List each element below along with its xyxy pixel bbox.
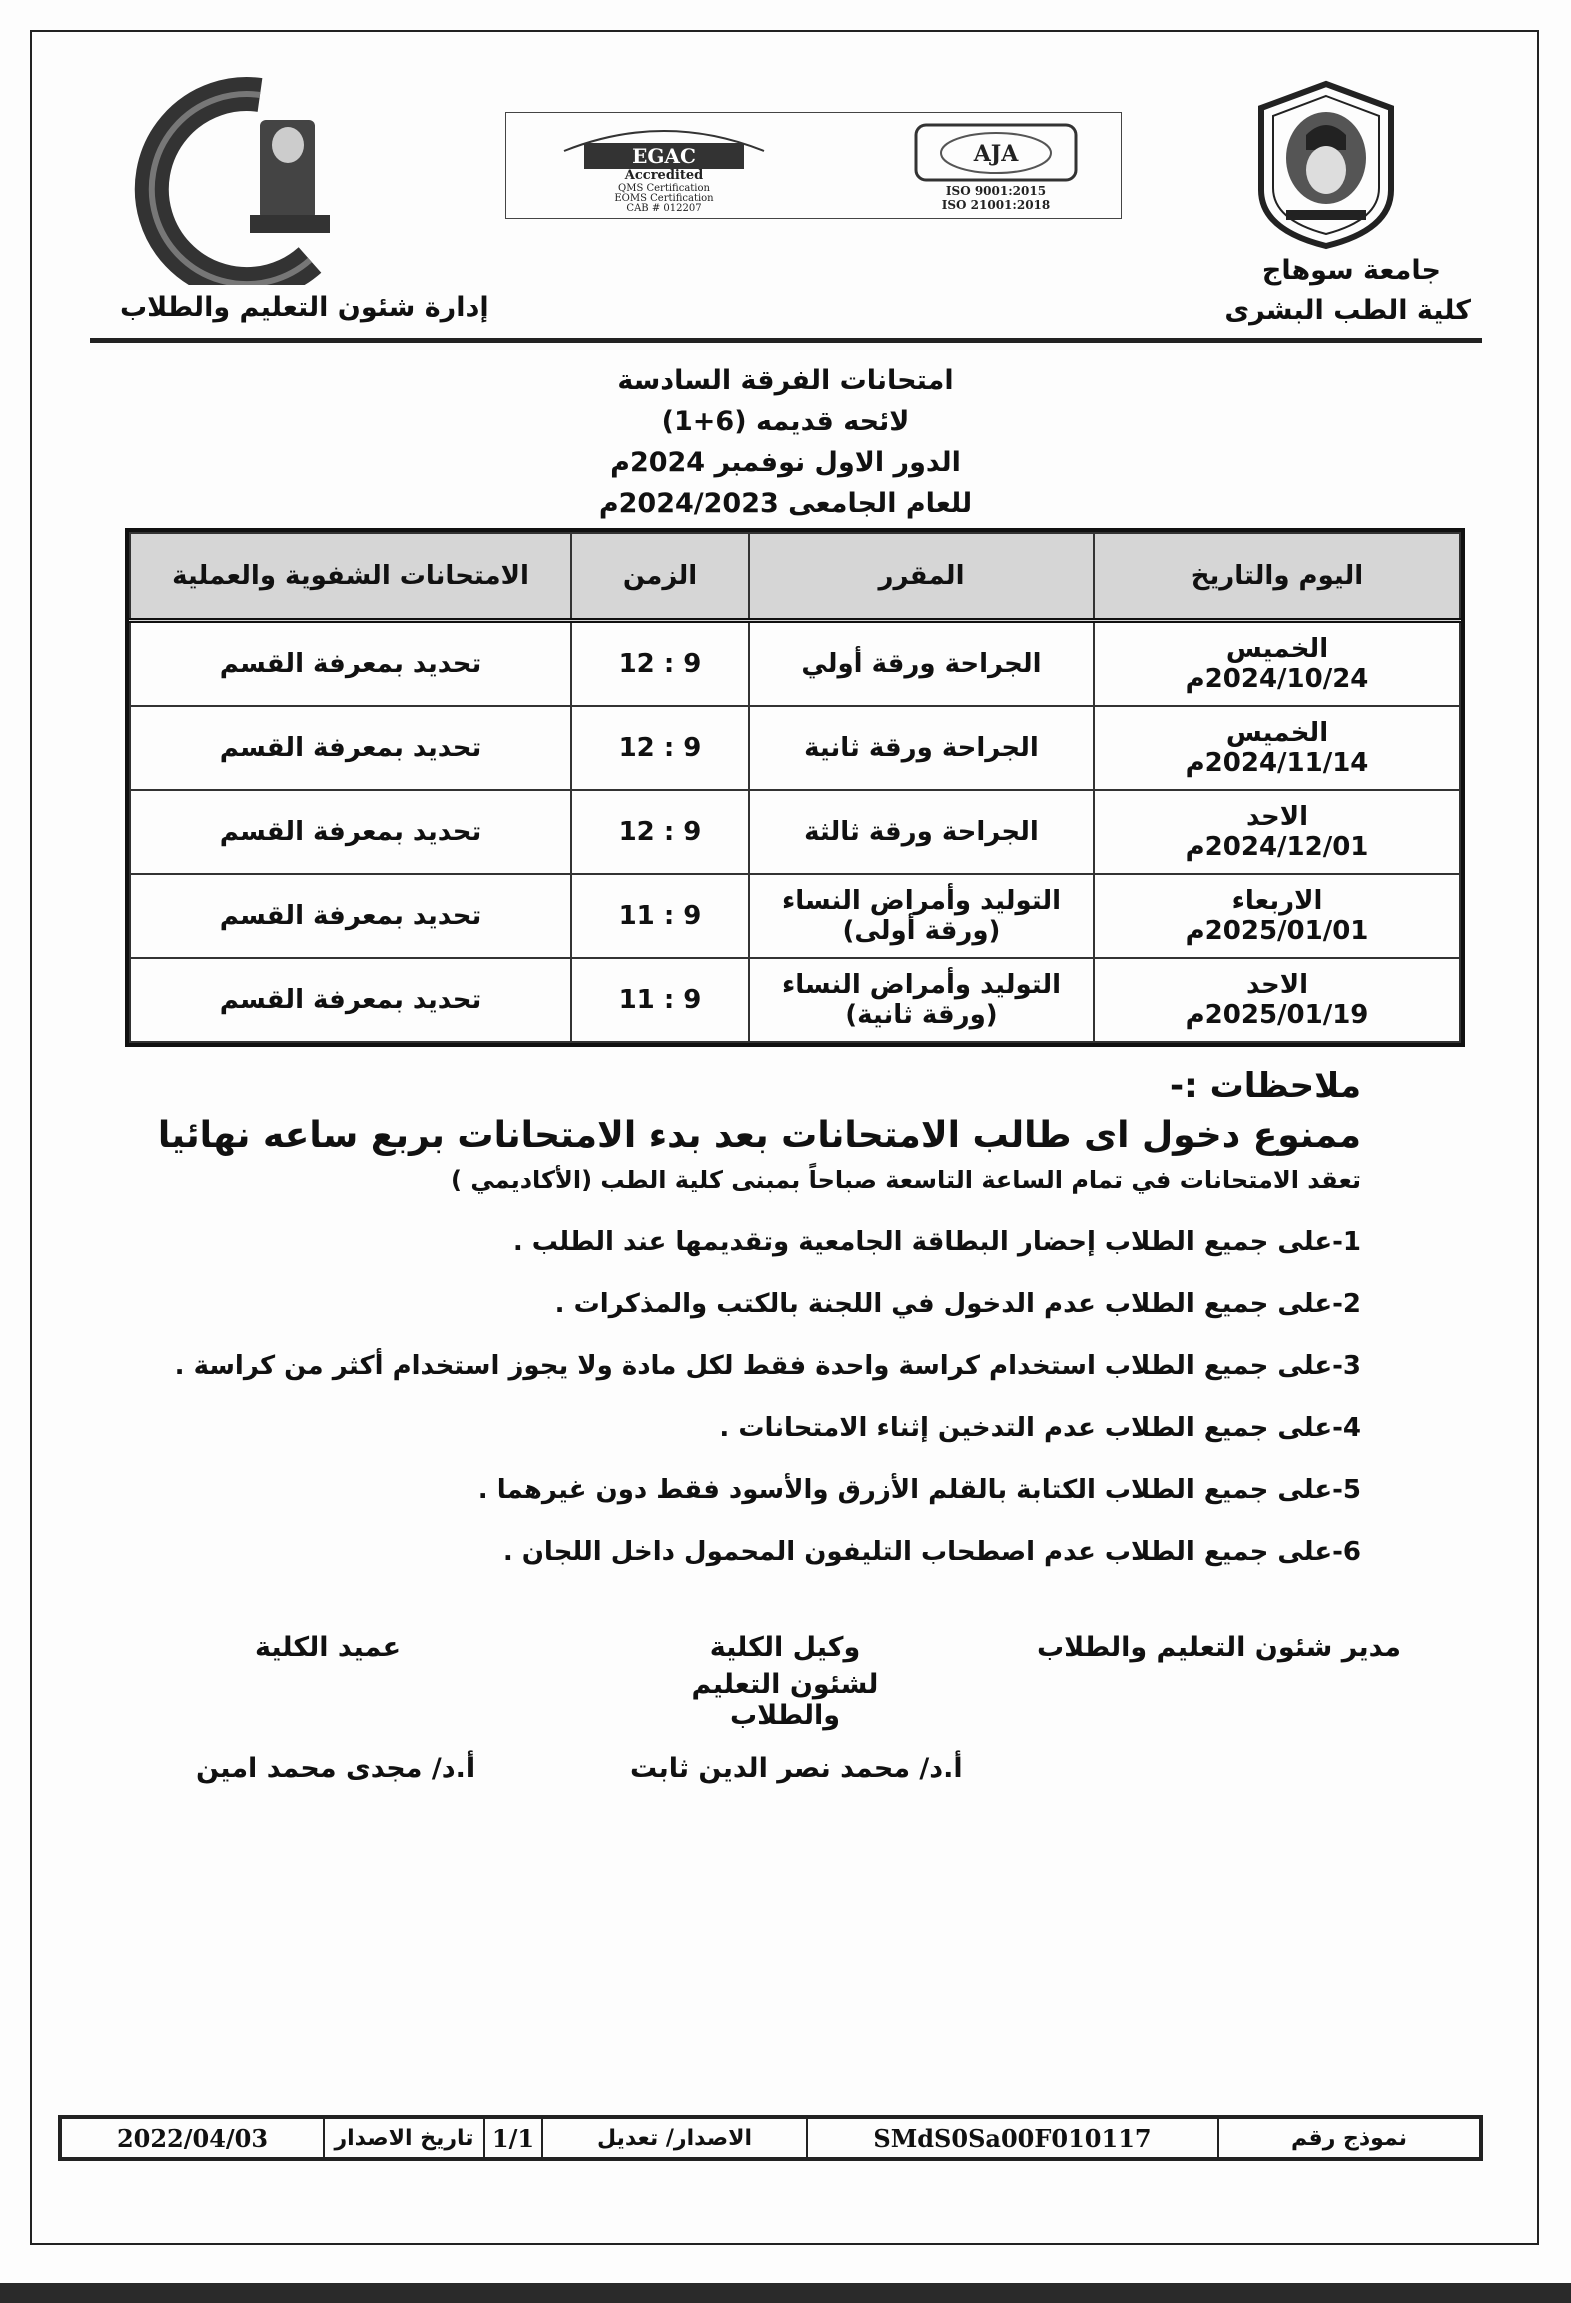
day: الاربعاء: [1231, 886, 1323, 916]
date: 2024/10/24م: [1185, 664, 1369, 694]
issue-date: 2022/04/03: [61, 2118, 324, 2158]
day-date-cell: [1094, 958, 1460, 1042]
time-cell: 9 : 11: [571, 874, 749, 958]
table-row: [130, 958, 1460, 1042]
edition-value: 1/1: [484, 2118, 542, 2158]
svg-text:AJA: AJA: [973, 141, 1019, 167]
table-row: [130, 874, 1460, 958]
time-cell: 9 : 12: [571, 706, 749, 790]
header-day-date: اليوم والتاريخ: [1094, 533, 1460, 621]
header-time: الزمن: [571, 533, 749, 621]
exam-titles: [0, 360, 1571, 524]
day: الاحد: [1245, 970, 1309, 1000]
list-item: 4-على جميع الطلاب عدم التدخين إثناء الامتحانات .: [719, 1413, 1361, 1443]
table-header-row: [130, 533, 1460, 621]
course-cell: الجراحة ورقة ثالثة: [749, 790, 1094, 874]
table-row: [130, 706, 1460, 790]
director-title: مدير شئون التعليم والطلاب: [1037, 1632, 1401, 1663]
svg-text:Accredited: Accredited: [624, 168, 704, 183]
vice-dean-block: [650, 1632, 920, 1731]
dean-name: أ.د/ مجدى محمد امين: [196, 1753, 476, 1784]
header-course: المقرر: [749, 533, 1094, 621]
table-row: [130, 790, 1460, 874]
oral-cell: تحديد بمعرفة القسم: [130, 790, 571, 874]
svg-text:ISO 9001:2015: ISO 9001:2015: [945, 184, 1047, 198]
day-date-cell: [1094, 790, 1460, 874]
title-line-3: الدور الاول نوفمبر 2024م: [610, 447, 961, 478]
svg-text:EGAC: EGAC: [632, 144, 696, 168]
late-entry-warning: ممنوع دخول اى طالب الامتحانات بعد بدء الامتحانات بربع ساعه نهائيا: [157, 1115, 1361, 1156]
course-cell: الجراحة ورقة أولي: [749, 621, 1094, 707]
oral-cell: تحديد بمعرفة القسم: [130, 706, 571, 790]
day-date-cell: [1094, 621, 1460, 707]
header-divider: [90, 338, 1482, 343]
time-cell: 9 : 11: [571, 958, 749, 1042]
time-cell: 9 : 12: [571, 621, 749, 707]
oral-cell: تحديد بمعرفة القسم: [130, 958, 571, 1042]
faculty-of-medicine-logo: [110, 75, 370, 285]
vice-dean-subtitle: لشئون التعليم والطلاب: [691, 1669, 879, 1731]
certifications-box: [505, 112, 1122, 219]
date: 2024/11/14م: [1185, 748, 1369, 778]
form-code: SMdS0Sa00F010117: [807, 2118, 1218, 2158]
scan-edge: [0, 2283, 1571, 2303]
form-label: نموذج رقم: [1218, 2118, 1480, 2158]
day: الخميس: [1225, 634, 1329, 664]
vice-dean-name: أ.د/ محمد نصر الدين ثابت: [630, 1753, 963, 1784]
day-date-cell: [1094, 706, 1460, 790]
vice-dean-title: وكيل الكلية: [709, 1632, 861, 1663]
time-cell: 9 : 12: [571, 790, 749, 874]
list-item: 1-على جميع الطلاب إحضار البطاقة الجامعية وتقديمها عند الطلب .: [512, 1227, 1361, 1257]
faculty-name: كلية الطب البشرى: [1224, 295, 1471, 326]
oral-cell: تحديد بمعرفة القسم: [130, 874, 571, 958]
course-cell: الجراحة ورقة ثانية: [749, 706, 1094, 790]
list-item: 5-على جميع الطلاب الكتابة بالقلم الأزرق والأسود فقط دون غيرهما .: [477, 1475, 1361, 1505]
date: 2025/01/01م: [1185, 916, 1369, 946]
issue-date-label: تاريخ الاصدار: [324, 2118, 484, 2158]
list-item: 6-على جميع الطلاب عدم اصطحاب التليفون المحمول داخل اللجان .: [502, 1537, 1361, 1567]
day: الاحد: [1245, 802, 1309, 832]
course-cell: التوليد وأمراض النساء (ورقة ثانية): [749, 958, 1094, 1042]
title-line-1: امتحانات الفرقة السادسة: [617, 365, 954, 396]
svg-text:CAB # 012207: CAB # 012207: [626, 203, 702, 211]
table-row: [130, 621, 1460, 707]
day-date-cell: [1094, 874, 1460, 958]
day: الخميس: [1225, 718, 1329, 748]
date: 2025/01/19م: [1185, 1000, 1369, 1030]
department-name: إدارة شئون التعليم والطلاب: [120, 292, 489, 323]
svg-text:EOMS Certification: EOMS Certification: [614, 193, 714, 204]
svg-text:ISO 21001:2018: ISO 21001:2018: [941, 198, 1051, 211]
edition-label: الاصدار/ تعديل: [542, 2118, 807, 2158]
rules-list: [175, 1222, 1361, 1594]
date: 2024/12/01م: [1185, 832, 1369, 862]
oral-cell: تحديد بمعرفة القسم: [130, 621, 571, 707]
list-item: 3-على جميع الطلاب استخدام كراسة واحدة فقط لكل مادة ولا يجوز استخدام أكثر من كراسة .: [174, 1351, 1361, 1381]
title-line-4: للعام الجامعى 2024/2023م: [598, 488, 973, 519]
university-name: جامعة سوهاج: [1261, 255, 1441, 286]
course-cell: التوليد وأمراض النساء (ورقة أولى): [749, 874, 1094, 958]
list-item: 2-على جميع الطلاب عدم الدخول في اللجنة بالكتب والمذكرات .: [554, 1289, 1361, 1319]
document-footer: [58, 2115, 1483, 2161]
title-line-2: لائحه قديمه (6+1): [661, 406, 910, 437]
svg-text:QMS Certification: QMS Certification: [618, 183, 710, 194]
header-oral-practical: الامتحانات الشفوية والعملية: [130, 533, 571, 621]
exam-schedule-table: [125, 528, 1465, 1047]
dean-title: عميد الكلية: [255, 1632, 402, 1663]
exam-start-note: تعقد الامتحانات في تمام الساعة التاسعة صباحاً بمبنى كلية الطب (الأكاديمي ): [451, 1166, 1361, 1194]
sohag-university-seal: [1251, 80, 1401, 250]
egac-accreditation-logo: [524, 121, 804, 211]
notes-heading: ملاحظات :-: [1170, 1066, 1361, 1106]
aja-iso-logo: [886, 121, 1106, 211]
